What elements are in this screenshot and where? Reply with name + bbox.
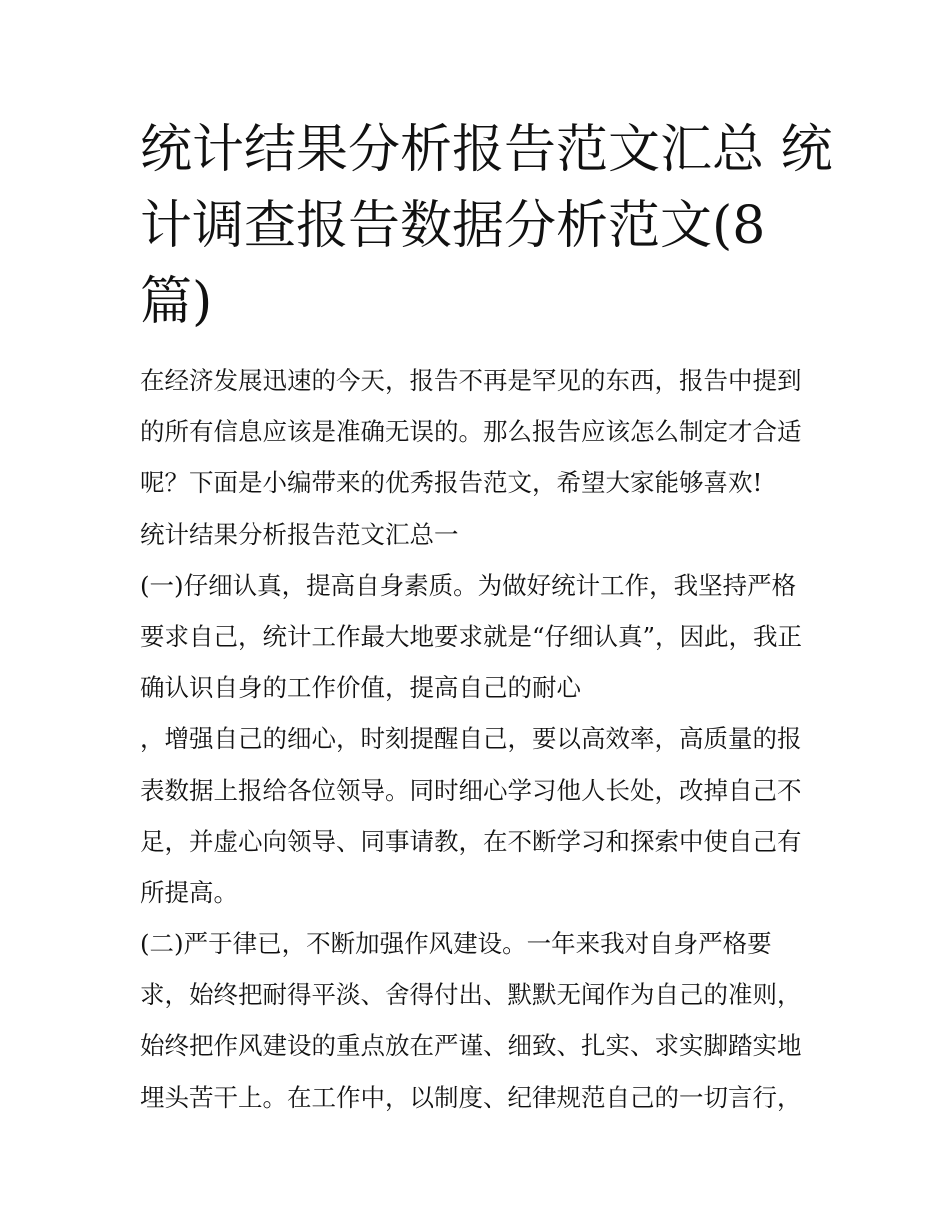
body-line: 在经济发展迅速的今天，报告不再是罕见的东西，报告中提到 <box>140 366 802 395</box>
title-line-3: 篇) <box>140 272 213 332</box>
body-line: ，增强自己的细心，时刻提醒自己，要以高效率，高质量的报 <box>140 724 802 754</box>
body-line: 埋头苦干上。在工作中，以制度、纪律规范自己的一切言行， <box>140 1082 802 1112</box>
body-line: 所提高。 <box>140 877 238 907</box>
body-line: 始终把作风建设的重点放在严谨、细致、扎实、求实脚踏实地 <box>140 1031 802 1061</box>
body-line: (一)仔细认真，提高自身素质。为做好统计工作，我坚持严格 <box>140 570 797 600</box>
document-body <box>140 355 820 1123</box>
body-line: 要求自己，统计工作最大地要求就是“仔细认真”，因此，我正 <box>140 621 803 651</box>
section-heading: 统计结果分析报告范文汇总一 <box>140 519 459 549</box>
body-line: 求，始终把耐得平淡、舍得付出、默默无闻作为自己的准则， <box>140 980 802 1010</box>
body-line: 呢？下面是小编带来的优秀报告范文，希望大家能够喜欢! <box>140 468 763 498</box>
document-title <box>140 112 833 340</box>
body-line: 表数据上报给各位领导。同时细心学习他人长处，改掉自己不 <box>140 775 802 805</box>
body-line: 的所有信息应该是准确无误的。那么报告应该怎么制定才合适 <box>140 417 802 447</box>
body-line: 确认识自身的工作价值，提高自己的耐心 <box>140 673 581 703</box>
body-line: (二)严于律已，不断加强作风建设。一年来我对自身严格要 <box>140 929 772 959</box>
body-line: 足，并虚心向领导、同事请教，在不断学习和探索中使自己有 <box>140 826 802 856</box>
title-line-2: 计调查报告数据分析范文(8 <box>140 196 766 256</box>
title-line-1: 统计结果分析报告范文汇总 统 <box>140 120 833 180</box>
